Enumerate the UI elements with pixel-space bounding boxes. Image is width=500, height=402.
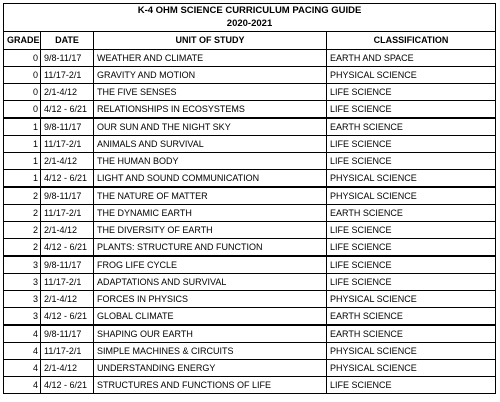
date-cell: 9/8-11/17 <box>41 187 94 205</box>
unit-cell: GRAVITY AND MOTION <box>94 67 327 84</box>
table-row <box>4 205 496 222</box>
grade-cell: 0 <box>4 84 41 101</box>
unit-cell: ANIMALS AND SURVIVAL <box>94 136 327 153</box>
date-cell: 2/1-4/12 <box>41 222 94 239</box>
date-cell: 2/1-4/12 <box>41 291 94 308</box>
unit-cell: OUR SUN AND THE NIGHT SKY <box>94 118 327 136</box>
grade-cell: 4 <box>4 343 41 360</box>
unit-cell: THE HUMAN BODY <box>94 153 327 170</box>
grade-cell: 4 <box>4 377 41 394</box>
date-cell: 4/12 - 6/21 <box>41 308 94 326</box>
date-cell: 11/17-2/1 <box>41 274 94 291</box>
date-cell: 4/12 - 6/21 <box>41 101 94 119</box>
grade-cell: 1 <box>4 118 41 136</box>
table-row <box>4 101 496 119</box>
date-cell: 4/12 - 6/21 <box>41 170 94 188</box>
grade-cell: 2 <box>4 222 41 239</box>
document-title: K-4 OHM SCIENCE CURRICULUM PACING GUIDE <box>4 4 496 18</box>
classification-cell: EARTH SCIENCE <box>327 118 496 136</box>
unit-cell: THE DIVERSITY OF EARTH <box>94 222 327 239</box>
table-row <box>4 170 496 188</box>
classification-cell: EARTH SCIENCE <box>327 308 496 326</box>
classification-cell: LIFE SCIENCE <box>327 256 496 274</box>
table-row <box>4 222 496 239</box>
header-grade: GRADE <box>4 32 41 50</box>
unit-cell: THE NATURE OF MATTER <box>94 187 327 205</box>
table-row <box>4 291 496 308</box>
grade-cell: 3 <box>4 256 41 274</box>
classification-cell: PHYSICAL SCIENCE <box>327 67 496 84</box>
table-row <box>4 153 496 170</box>
grade-cell: 1 <box>4 153 41 170</box>
date-cell: 2/1-4/12 <box>41 153 94 170</box>
unit-cell: WEATHER AND CLIMATE <box>94 50 327 67</box>
unit-cell: PLANTS: STRUCTURE AND FUNCTION <box>94 239 327 257</box>
unit-cell: THE FIVE SENSES <box>94 84 327 101</box>
header-date: DATE <box>41 32 94 50</box>
pacing-guide-table <box>3 3 496 394</box>
date-cell: 4/12 - 6/21 <box>41 377 94 394</box>
classification-cell: LIFE SCIENCE <box>327 136 496 153</box>
classification-cell: EARTH SCIENCE <box>327 325 496 343</box>
date-cell: 11/17-2/1 <box>41 205 94 222</box>
table-row <box>4 67 496 84</box>
unit-cell: THE DYNAMIC EARTH <box>94 205 327 222</box>
date-cell: 9/8-11/17 <box>41 325 94 343</box>
classification-cell: LIFE SCIENCE <box>327 239 496 257</box>
classification-cell: LIFE SCIENCE <box>327 101 496 119</box>
grade-cell: 3 <box>4 308 41 326</box>
classification-cell: LIFE SCIENCE <box>327 153 496 170</box>
classification-cell: PHYSICAL SCIENCE <box>327 170 496 188</box>
grade-cell: 1 <box>4 136 41 153</box>
date-cell: 4/12 - 6/21 <box>41 239 94 257</box>
grade-cell: 4 <box>4 360 41 377</box>
grade-cell: 2 <box>4 239 41 257</box>
table-row <box>4 187 496 205</box>
unit-cell: STRUCTURES AND FUNCTIONS OF LIFE <box>94 377 327 394</box>
table-row <box>4 325 496 343</box>
grade-cell: 1 <box>4 170 41 188</box>
date-cell: 9/8-11/17 <box>41 50 94 67</box>
classification-cell: PHYSICAL SCIENCE <box>327 187 496 205</box>
unit-cell: SHAPING OUR EARTH <box>94 325 327 343</box>
classification-cell: PHYSICAL SCIENCE <box>327 291 496 308</box>
classification-cell: PHYSICAL SCIENCE <box>327 343 496 360</box>
date-cell: 2/1-4/12 <box>41 84 94 101</box>
grade-cell: 0 <box>4 67 41 84</box>
date-cell: 9/8-11/17 <box>41 118 94 136</box>
table-row <box>4 256 496 274</box>
table-row <box>4 239 496 257</box>
header-row <box>4 32 496 50</box>
unit-cell: UNDERSTANDING ENERGY <box>94 360 327 377</box>
table-row <box>4 50 496 67</box>
unit-cell: FORCES IN PHYSICS <box>94 291 327 308</box>
table-row <box>4 360 496 377</box>
table-row <box>4 136 496 153</box>
grade-cell: 2 <box>4 187 41 205</box>
date-cell: 11/17-2/1 <box>41 136 94 153</box>
classification-cell: LIFE SCIENCE <box>327 377 496 394</box>
grade-cell: 0 <box>4 101 41 119</box>
year-row <box>4 17 496 32</box>
grade-cell: 0 <box>4 50 41 67</box>
date-cell: 11/17-2/1 <box>41 67 94 84</box>
title-row <box>4 4 496 18</box>
unit-cell: FROG LIFE CYCLE <box>94 256 327 274</box>
unit-cell: LIGHT AND SOUND COMMUNICATION <box>94 170 327 188</box>
date-cell: 2/1-4/12 <box>41 360 94 377</box>
unit-cell: SIMPLE MACHINES & CIRCUITS <box>94 343 327 360</box>
classification-cell: LIFE SCIENCE <box>327 274 496 291</box>
classification-cell: PHYSICAL SCIENCE <box>327 360 496 377</box>
table-row <box>4 84 496 101</box>
table-row <box>4 118 496 136</box>
unit-cell: GLOBAL CLIMATE <box>94 308 327 326</box>
grade-cell: 3 <box>4 291 41 308</box>
date-cell: 11/17-2/1 <box>41 343 94 360</box>
classification-cell: EARTH SCIENCE <box>327 205 496 222</box>
header-classification: CLASSIFICATION <box>327 32 496 50</box>
document-year: 2020-2021 <box>4 17 496 32</box>
classification-cell: LIFE SCIENCE <box>327 84 496 101</box>
table-row <box>4 274 496 291</box>
header-unit: UNIT OF STUDY <box>94 32 327 50</box>
classification-cell: LIFE SCIENCE <box>327 222 496 239</box>
unit-cell: RELATIONSHIPS IN ECOSYSTEMS <box>94 101 327 119</box>
table-row <box>4 343 496 360</box>
classification-cell: EARTH AND SPACE <box>327 50 496 67</box>
grade-cell: 4 <box>4 325 41 343</box>
table-row <box>4 377 496 394</box>
unit-cell: ADAPTATIONS AND SURVIVAL <box>94 274 327 291</box>
grade-cell: 2 <box>4 205 41 222</box>
date-cell: 9/8-11/17 <box>41 256 94 274</box>
table-row <box>4 308 496 326</box>
table-body <box>4 50 496 394</box>
pacing-guide-sheet <box>3 3 495 394</box>
grade-cell: 3 <box>4 274 41 291</box>
